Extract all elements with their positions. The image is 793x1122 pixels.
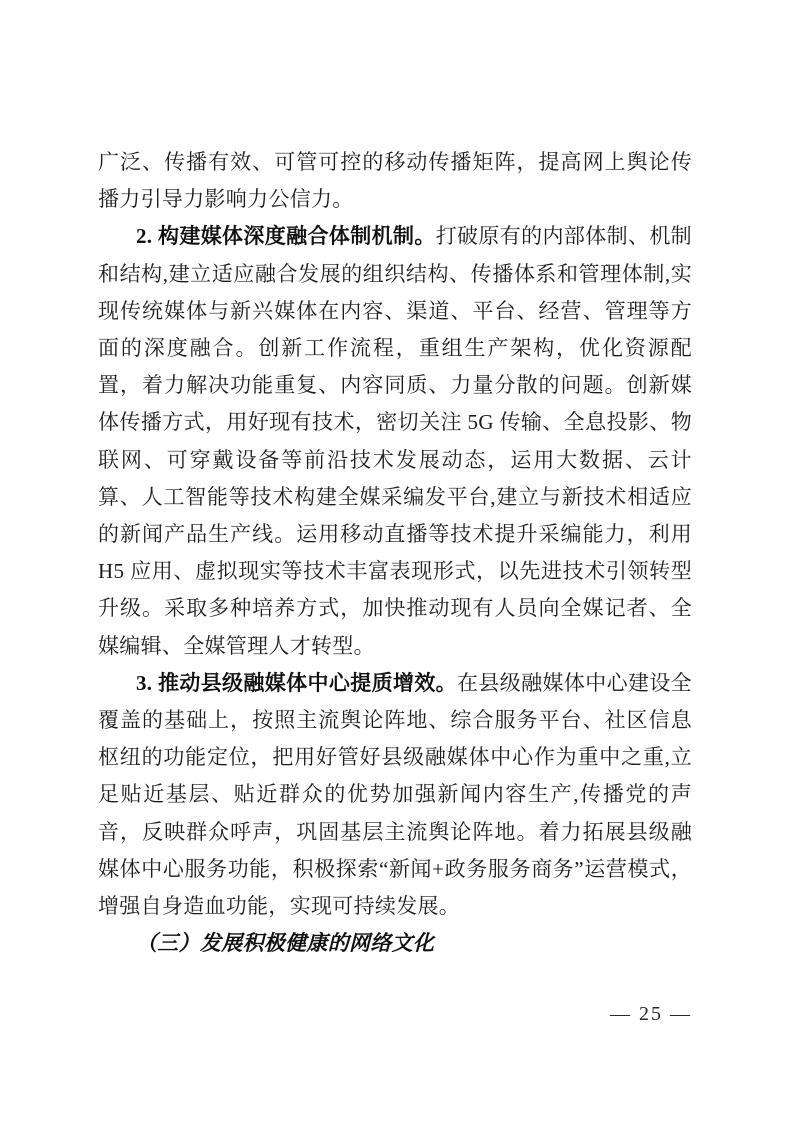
text-block — [98, 144, 692, 962]
paragraph-3 — [98, 665, 692, 925]
paragraph-3-text: 在县级融媒体中心建设全覆盖的基础上，按照主流舆论阵地、综合服务平台、社区信息枢纽的功能定位，把用好管好县级融媒体中心作为重中之重,立足贴近基层、贴近群众的优势加强新闻内容生产,传播党的声音，反映群众呼声，巩固基层主流舆论阵地。着力拓展县级融媒体中心服务功能，积极探索“新闻+政务服务商务”运营模式，增强自身造血功能，实现可持续发展。 — [98, 670, 692, 919]
paragraph-2-heading: 2. 构建媒体深度融合体制机制。 — [136, 224, 436, 249]
section-heading: （三）发展积极健康的网络文化 — [136, 931, 435, 956]
paragraph-2-text: 打破原有的内部体制、机制和结构,建立适应融合发展的组织结构、传播体系和管理体制,实现传统媒体与新兴媒体在内容、渠道、平台、经营、管理等方面的深度融合。创新工作流程，重组生产架构，优化资源配置，着力解决功能重复、内容同质、力量分散的问题。创新媒体传播方式，用好现有技术，密切关注 5G 传输、全息投影、物联网、可穿戴设备等前沿技术发展动态，运用大数据、云计算、人工智能等技术构建全媒采编发平台,建立与新技术相适应的新闻产品生产线。运用移动直播等技术提升采编能力，利用 H5 应用、虚拟现实等技术丰富表现形式，以先进技术引领转型升级。采取多种培养方式，加快推动现有人员向全媒记者、全媒编辑、全媒管理人才转型。 — [98, 224, 692, 658]
page-number: — 25 — — [610, 1003, 692, 1025]
paragraph-3-heading: 3. 推动县级融媒体中心提质增效。 — [136, 670, 458, 695]
paragraph-2 — [98, 218, 692, 664]
paragraph-continuation: 广泛、传播有效、可管可控的移动传播矩阵，提高网上舆论传播力引导力影响力公信力。 — [98, 150, 692, 212]
